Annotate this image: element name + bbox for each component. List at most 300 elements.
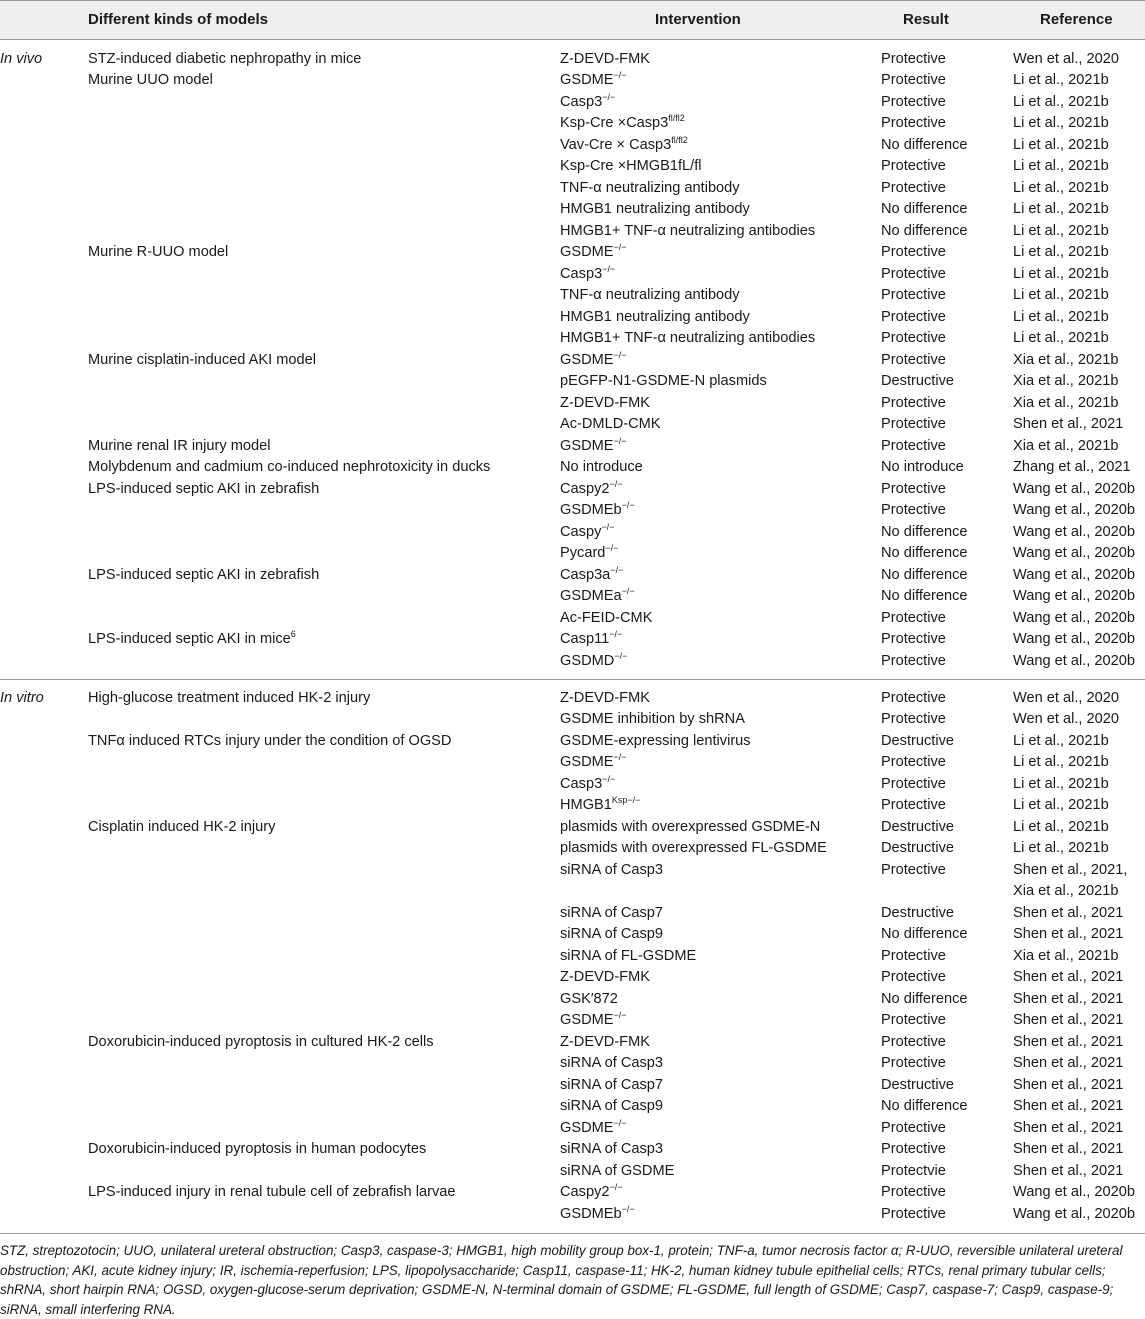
table-row xyxy=(0,199,1145,221)
intervention-cell-text: Z-DEVD-FMK xyxy=(560,1033,650,1050)
table-row xyxy=(0,328,1145,350)
table-row xyxy=(0,436,1145,458)
reference-cell xyxy=(1013,1139,1123,1161)
result-cell xyxy=(881,1204,946,1226)
table-row xyxy=(0,1182,1145,1204)
result-cell-text: Protective xyxy=(881,797,946,813)
table-row xyxy=(0,629,1145,651)
reference-cell xyxy=(1013,651,1135,673)
reference-cell xyxy=(1013,500,1135,522)
reference-cell xyxy=(1013,457,1131,479)
intervention-cell xyxy=(560,1161,674,1183)
reference-cell xyxy=(1013,350,1118,372)
intervention-cell-superscript: −/− xyxy=(605,543,619,554)
reference-cell-text: Wen et al., 2020 xyxy=(1013,711,1120,727)
table-row xyxy=(0,565,1145,587)
reference-cell-text: Wang et al., 2020b xyxy=(1013,631,1135,647)
table-row xyxy=(0,924,1145,946)
result-cell-text: No difference xyxy=(881,201,968,217)
intervention-cell xyxy=(560,221,815,243)
table-header xyxy=(0,0,1145,40)
result-cell xyxy=(881,752,946,774)
intervention-cell-text: GSDME xyxy=(560,754,614,770)
result-cell xyxy=(881,285,946,307)
reference-cell-text: Li et al., 2021b xyxy=(1013,244,1109,260)
result-cell xyxy=(881,199,968,221)
intervention-cell-text: HMGB1 neutralizing antibody xyxy=(560,201,750,217)
header-result: Result xyxy=(903,11,949,28)
result-cell-text: Protective xyxy=(881,1184,946,1200)
table-row xyxy=(0,881,1145,903)
table-row xyxy=(0,307,1145,329)
intervention-cell-superscript: −/− xyxy=(621,500,635,511)
intervention-cell xyxy=(560,752,627,774)
reference-cell xyxy=(1013,946,1118,968)
intervention-cell-text: GSDME-expressing lentivirus xyxy=(560,732,751,749)
reference-cell-text: Shen et al., 2021 xyxy=(1013,1055,1124,1071)
table-row xyxy=(0,1096,1145,1118)
intervention-cell xyxy=(560,436,627,458)
result-cell xyxy=(881,709,946,731)
reference-cell xyxy=(1013,221,1109,243)
result-cell xyxy=(881,1075,954,1097)
intervention-cell xyxy=(560,113,685,135)
model-cell xyxy=(88,629,296,651)
intervention-cell xyxy=(560,774,615,796)
intervention-cell-superscript: −/− xyxy=(613,1117,627,1128)
reference-cell xyxy=(1013,1075,1123,1097)
result-cell-text: Protective xyxy=(881,437,946,454)
intervention-cell-text: GSDMEa xyxy=(560,588,622,604)
result-cell-text: Protective xyxy=(881,1205,946,1222)
reference-cell-text: Li et al., 2021b xyxy=(1013,158,1109,174)
intervention-cell-text: GSDME xyxy=(560,1119,614,1136)
reference-cell xyxy=(1013,543,1135,565)
intervention-cell xyxy=(560,1053,663,1075)
reference-cell-text: Wang et al., 2020b xyxy=(1013,480,1135,497)
result-cell-text: Protective xyxy=(881,711,946,727)
reference-cell-text: Li et al., 2021b xyxy=(1013,287,1109,303)
reference-cell-text: Wang et al., 2020b xyxy=(1013,609,1135,626)
result-cell-text: Protective xyxy=(881,287,946,303)
reference-cell-text: Li et al., 2021b xyxy=(1013,93,1109,110)
result-cell-text: Protective xyxy=(881,416,946,432)
model-cell xyxy=(88,731,451,753)
reference-cell-text: Li et al., 2021b xyxy=(1013,136,1109,153)
model-cell-text: LPS-induced septic AKI in zebrafish xyxy=(88,480,320,497)
model-cell-text: STZ-induced diabetic nephropathy in mice xyxy=(88,50,362,67)
table-row xyxy=(0,1075,1145,1097)
result-cell-text: No difference xyxy=(881,588,968,604)
result-cell xyxy=(881,221,968,243)
result-cell-text: Protective xyxy=(881,775,946,792)
intervention-cell-superscript: −/− xyxy=(613,242,627,253)
result-cell xyxy=(881,989,968,1011)
reference-cell-text: Shen et al., 2021 xyxy=(1013,904,1124,921)
table-row xyxy=(0,967,1145,989)
result-cell xyxy=(881,1096,968,1118)
model-cell xyxy=(88,457,490,479)
intervention-cell xyxy=(560,924,663,946)
reference-cell-text: Shen et al., 2021 xyxy=(1013,1098,1124,1114)
intervention-cell-text: GSDME inhibition by shRNA xyxy=(560,711,745,727)
reference-cell xyxy=(1013,414,1123,436)
intervention-cell-superscript: −/− xyxy=(613,1010,627,1021)
header-reference: Reference xyxy=(1040,11,1113,28)
result-cell xyxy=(881,350,946,372)
reference-cell-text: Li et al., 2021b xyxy=(1013,201,1109,217)
intervention-cell-text: Ac-FEID-CMK xyxy=(560,609,653,626)
result-cell xyxy=(881,135,968,157)
intervention-cell xyxy=(560,543,618,565)
intervention-cell-text: Z-DEVD-FMK xyxy=(560,50,650,67)
intervention-cell xyxy=(560,178,740,200)
result-cell-text: No difference xyxy=(881,1098,968,1114)
model-cell-text: Molybdenum and cadmium co-induced nephrotoxicity in ducks xyxy=(88,459,491,475)
header-model: Different kinds of models xyxy=(88,11,269,28)
header-intervention: Intervention xyxy=(655,11,741,28)
table-row xyxy=(0,651,1145,673)
result-cell-text: Protective xyxy=(881,72,946,88)
intervention-cell xyxy=(560,731,751,753)
result-cell xyxy=(881,967,946,989)
reference-cell-text: Xia et al., 2021b xyxy=(1013,883,1119,899)
reference-cell xyxy=(1013,565,1135,587)
table-row xyxy=(0,1032,1145,1054)
reference-cell xyxy=(1013,1204,1135,1226)
intervention-cell-text: GSDME xyxy=(560,437,614,454)
intervention-cell xyxy=(560,1075,663,1097)
intervention-cell xyxy=(560,860,663,882)
model-cell xyxy=(88,350,316,372)
reference-cell xyxy=(1013,1161,1123,1183)
result-cell xyxy=(881,92,946,114)
reference-cell-text: Li et al., 2021b xyxy=(1013,775,1109,792)
model-cell-text: Cisplatin induced HK-2 injury xyxy=(88,818,276,835)
intervention-cell-superscript: fl/fl2 xyxy=(671,134,688,145)
result-cell xyxy=(881,1053,946,1075)
reference-cell xyxy=(1013,774,1109,796)
intervention-cell xyxy=(560,49,650,71)
reference-cell xyxy=(1013,1096,1123,1118)
intervention-cell-text: TNF-α neutralizing antibody xyxy=(560,179,740,196)
result-cell-text: Destructive xyxy=(881,373,954,389)
intervention-cell-text: GSK′872 xyxy=(560,990,618,1007)
result-cell-text: No difference xyxy=(881,545,968,561)
intervention-cell-text: GSDMEb xyxy=(560,502,622,518)
reference-cell-text: Shen et al., 2021 xyxy=(1013,1033,1124,1050)
intervention-cell xyxy=(560,500,635,522)
intervention-cell xyxy=(560,199,750,221)
intervention-cell xyxy=(560,393,650,415)
intervention-cell-text: plasmids with overexpressed FL-GSDME xyxy=(560,840,827,856)
table-row xyxy=(0,522,1145,544)
result-cell-text: Protective xyxy=(881,1012,946,1028)
reference-cell xyxy=(1013,967,1123,989)
reference-cell-text: Li et al., 2021b xyxy=(1013,222,1109,239)
table-row xyxy=(0,135,1145,157)
intervention-cell xyxy=(560,1118,627,1140)
result-cell-text: Protective xyxy=(881,861,946,878)
table-row xyxy=(0,156,1145,178)
reference-cell-text: Shen et al., 2021 xyxy=(1013,990,1124,1007)
table-row xyxy=(0,393,1145,415)
reference-cell xyxy=(1013,242,1109,264)
reference-cell xyxy=(1013,328,1109,350)
result-cell xyxy=(881,1182,946,1204)
table-row xyxy=(0,838,1145,860)
intervention-cell-text: Z-DEVD-FMK xyxy=(560,689,650,706)
model-cell xyxy=(88,242,228,264)
result-cell xyxy=(881,586,968,608)
model-cell xyxy=(88,70,213,92)
result-cell-text: Destructive xyxy=(881,1076,954,1093)
intervention-cell-superscript: −/− xyxy=(601,521,615,532)
model-cell-text: High-glucose treatment induced HK-2 injury xyxy=(88,689,371,706)
intervention-cell-text: Vav-Cre × Casp3 xyxy=(560,136,672,153)
reference-cell xyxy=(1013,881,1118,903)
reference-cell xyxy=(1013,92,1109,114)
reference-cell-text: Li et al., 2021b xyxy=(1013,308,1109,325)
result-cell xyxy=(881,1161,946,1183)
table-row xyxy=(0,903,1145,925)
reference-cell xyxy=(1013,156,1109,178)
intervention-cell-text: Caspy2 xyxy=(560,480,610,497)
result-cell-text: Destructive xyxy=(881,732,954,749)
table-row xyxy=(0,709,1145,731)
reference-cell xyxy=(1013,817,1109,839)
model-cell xyxy=(88,479,319,501)
intervention-cell xyxy=(560,586,635,608)
result-cell xyxy=(881,774,946,796)
reference-cell xyxy=(1013,393,1118,415)
model-cell xyxy=(88,817,275,839)
result-cell xyxy=(881,946,946,968)
reference-cell xyxy=(1013,688,1119,710)
reference-cell xyxy=(1013,838,1109,860)
intervention-cell xyxy=(560,457,643,479)
table-row xyxy=(0,752,1145,774)
intervention-cell xyxy=(560,838,827,860)
reference-cell xyxy=(1013,1010,1123,1032)
intervention-cell xyxy=(560,903,663,925)
model-cell-text: TNFα induced RTCs injury under the condition of OGSD xyxy=(88,732,452,749)
result-cell xyxy=(881,393,946,415)
table-row xyxy=(0,49,1145,71)
reference-cell-text: Li et al., 2021b xyxy=(1013,72,1109,88)
intervention-cell xyxy=(560,522,614,544)
intervention-cell-text: Ac-DMLD-CMK xyxy=(560,416,661,432)
reference-cell xyxy=(1013,199,1109,221)
table-bottom-rule xyxy=(0,1233,1145,1234)
reference-cell xyxy=(1013,307,1109,329)
reference-cell-text: Li et al., 2021b xyxy=(1013,732,1109,749)
result-cell-text: Protective xyxy=(881,115,946,131)
intervention-cell-text: GSDME xyxy=(560,72,614,88)
intervention-cell xyxy=(560,479,623,501)
reference-cell-text: Shen et al., 2021 xyxy=(1013,1119,1124,1136)
table-row xyxy=(0,479,1145,501)
reference-cell-text: Wang et al., 2020b xyxy=(1013,1205,1135,1222)
reference-cell xyxy=(1013,1118,1123,1140)
intervention-cell xyxy=(560,135,688,157)
model-cell xyxy=(88,688,370,710)
result-cell xyxy=(881,838,954,860)
reference-cell xyxy=(1013,924,1123,946)
result-cell xyxy=(881,264,946,286)
reference-cell xyxy=(1013,264,1109,286)
result-cell xyxy=(881,522,968,544)
intervention-cell xyxy=(560,651,627,673)
table-row xyxy=(0,946,1145,968)
reference-cell xyxy=(1013,989,1123,1011)
intervention-cell-text: siRNA of Casp3 xyxy=(560,1141,664,1157)
intervention-cell-text: siRNA of GSDME xyxy=(560,1162,675,1179)
intervention-cell-superscript: −/− xyxy=(613,349,627,360)
table-row xyxy=(0,113,1145,135)
reference-cell-text: Wang et al., 2020b xyxy=(1013,652,1135,669)
model-cell xyxy=(88,1032,434,1054)
result-cell-text: Protective xyxy=(881,502,946,518)
result-cell xyxy=(881,795,946,817)
result-cell-text: Protective xyxy=(881,947,946,964)
intervention-cell-superscript: −/− xyxy=(621,586,635,597)
table-row xyxy=(0,860,1145,882)
intervention-cell-text: siRNA of FL-GSDME xyxy=(560,947,697,964)
table-row xyxy=(0,264,1145,286)
reference-cell xyxy=(1013,1053,1123,1075)
intervention-cell-superscript: −/− xyxy=(614,650,628,661)
result-cell xyxy=(881,307,946,329)
reference-cell-text: Li et al., 2021b xyxy=(1013,840,1109,856)
intervention-cell-text: siRNA of Casp9 xyxy=(560,1098,664,1114)
result-cell-text: Protective xyxy=(881,179,946,196)
reference-cell xyxy=(1013,586,1135,608)
model-cell-superscript: 6 xyxy=(290,629,296,640)
intervention-cell xyxy=(560,307,750,329)
intervention-cell-text: GSDMD xyxy=(560,652,615,669)
intervention-cell xyxy=(560,1139,663,1161)
table-row xyxy=(0,414,1145,436)
result-cell xyxy=(881,629,946,651)
intervention-cell-text: GSDME xyxy=(560,1012,614,1028)
result-cell xyxy=(881,178,946,200)
intervention-cell xyxy=(560,242,627,264)
result-cell xyxy=(881,242,946,264)
reference-cell xyxy=(1013,522,1135,544)
result-cell xyxy=(881,688,946,710)
intervention-cell-superscript: −/− xyxy=(613,70,627,81)
table-row xyxy=(0,1053,1145,1075)
intervention-cell xyxy=(560,92,615,114)
intervention-cell-text: plasmids with overexpressed GSDME-N xyxy=(560,818,821,835)
reference-cell-text: Shen et al., 2021, xyxy=(1013,861,1128,878)
reference-cell xyxy=(1013,479,1135,501)
result-cell-text: No introduce xyxy=(881,459,964,475)
reference-cell-text: Wang et al., 2020b xyxy=(1013,502,1135,518)
intervention-cell xyxy=(560,817,820,839)
result-cell xyxy=(881,608,946,630)
reference-cell-text: Xia et al., 2021b xyxy=(1013,437,1119,454)
intervention-cell-text: TNF-α neutralizing antibody xyxy=(560,287,740,303)
intervention-cell xyxy=(560,565,623,587)
result-cell-text: No difference xyxy=(881,222,968,239)
intervention-cell-text: siRNA of Casp7 xyxy=(560,904,664,921)
result-cell-text: No difference xyxy=(881,990,968,1007)
table-row xyxy=(0,92,1145,114)
reference-cell xyxy=(1013,903,1123,925)
intervention-cell xyxy=(560,414,661,436)
result-cell-text: Protective xyxy=(881,50,946,67)
result-cell-text: Destructive xyxy=(881,904,954,921)
result-cell xyxy=(881,543,968,565)
intervention-cell-text: Caspy xyxy=(560,523,602,540)
table-row xyxy=(0,795,1145,817)
reference-cell xyxy=(1013,70,1109,92)
table-row xyxy=(0,774,1145,796)
reference-cell xyxy=(1013,178,1109,200)
section-divider xyxy=(0,679,1145,680)
reference-cell xyxy=(1013,436,1118,458)
result-cell xyxy=(881,113,946,135)
intervention-cell-text: GSDMEb xyxy=(560,1205,622,1222)
result-cell-text: Protective xyxy=(881,631,946,647)
reference-cell-text: Wang et al., 2020b xyxy=(1013,588,1135,604)
intervention-cell-text: Casp3 xyxy=(560,265,603,282)
intervention-cell xyxy=(560,1032,650,1054)
result-cell xyxy=(881,1118,946,1140)
table-row xyxy=(0,586,1145,608)
model-cell-text: Murine renal IR injury model xyxy=(88,437,271,454)
intervention-cell-text: siRNA of Casp7 xyxy=(560,1076,664,1093)
result-cell xyxy=(881,436,946,458)
reference-cell-text: Shen et al., 2021 xyxy=(1013,1012,1124,1028)
result-cell-text: Protective xyxy=(881,265,946,282)
intervention-cell xyxy=(560,709,745,731)
reference-cell-text: Wang et al., 2020b xyxy=(1013,1184,1135,1200)
reference-cell xyxy=(1013,608,1135,630)
intervention-cell xyxy=(560,946,696,968)
model-cell-text: Murine UUO model xyxy=(88,72,213,88)
result-cell xyxy=(881,1139,946,1161)
model-cell-text: LPS-induced septic AKI in mice xyxy=(88,631,291,647)
result-cell-text: Protective xyxy=(881,93,946,110)
result-cell xyxy=(881,414,946,436)
intervention-cell-text: Pycard xyxy=(560,545,606,561)
table-row xyxy=(0,1161,1145,1183)
reference-cell xyxy=(1013,731,1109,753)
result-cell xyxy=(881,565,968,587)
reference-cell xyxy=(1013,1182,1135,1204)
reference-cell-text: Shen et al., 2021 xyxy=(1013,1162,1124,1179)
result-cell xyxy=(881,817,954,839)
result-cell-text: Protective xyxy=(881,1033,946,1050)
table-row xyxy=(0,688,1145,710)
reference-cell-text: Xia et al., 2021b xyxy=(1013,394,1119,411)
intervention-cell xyxy=(560,328,815,350)
intervention-cell-text: Z-DEVD-FMK xyxy=(560,394,650,411)
reference-cell-text: Wang et al., 2020b xyxy=(1013,566,1135,583)
result-cell-text: Protective xyxy=(881,652,946,669)
result-cell xyxy=(881,651,946,673)
reference-cell-text: Li et al., 2021b xyxy=(1013,754,1109,770)
result-cell-text: No difference xyxy=(881,136,968,153)
intervention-cell-text: HMGB1+ TNF-α neutralizing antibodies xyxy=(560,222,816,239)
intervention-cell-text: HMGB1+ TNF-α neutralizing antibodies xyxy=(560,330,816,346)
reference-cell xyxy=(1013,1032,1123,1054)
table-row xyxy=(0,1118,1145,1140)
table-row xyxy=(0,1139,1145,1161)
